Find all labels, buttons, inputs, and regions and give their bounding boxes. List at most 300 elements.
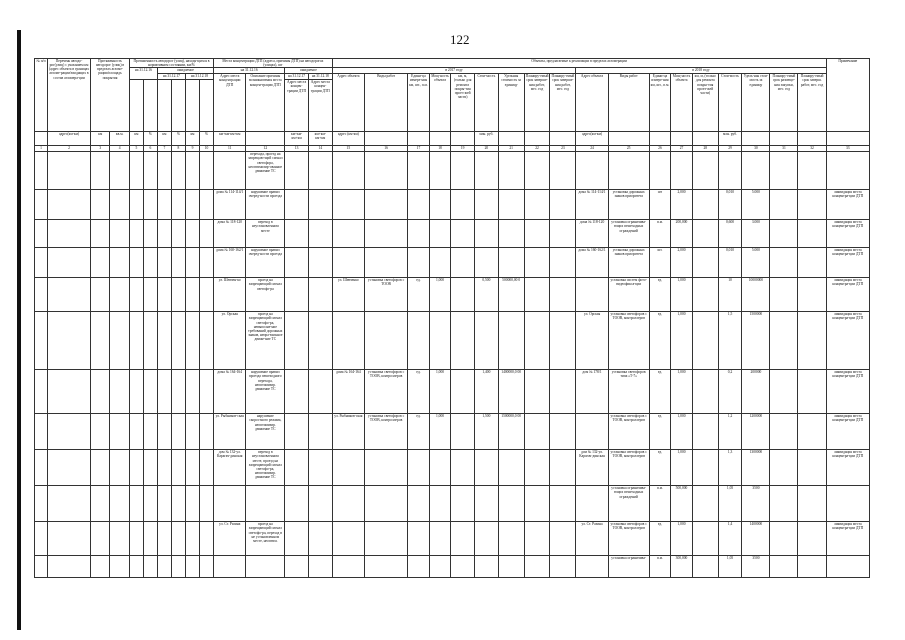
header-cell: Адрес места концентрации ДТП [214, 74, 246, 132]
table-cell [199, 450, 213, 486]
table-cell [498, 152, 524, 190]
table-cell [475, 312, 499, 370]
header-cell: Виды работ [608, 74, 649, 132]
table-cell: 0,2 [718, 370, 742, 414]
table-cell [35, 190, 48, 220]
table-cell [826, 152, 869, 190]
column-number: 33 [826, 146, 869, 152]
table-cell: ликвидация места концентра-ции ДТП [826, 248, 869, 278]
unit-cell [451, 132, 475, 146]
unit-cell [429, 132, 451, 146]
table-cell [171, 278, 185, 312]
table-cell [798, 190, 826, 220]
table-cell: ед. [408, 370, 430, 414]
table-cell: нарушение правил очеред-ности проезда [246, 248, 285, 278]
table-cell [143, 450, 157, 486]
table-cell [285, 522, 309, 556]
table-cell [246, 556, 285, 578]
table-cell [91, 312, 110, 370]
table-cell [185, 312, 199, 370]
unit-cell [742, 132, 770, 146]
table-cell [798, 370, 826, 414]
table-cell: п.м. [649, 220, 671, 248]
table-row [35, 220, 870, 248]
header-cell: Описание причины возникновения места концен-трации ДТП [246, 74, 285, 132]
unit-cell: адрес(км-км) [576, 132, 608, 146]
table-cell [798, 486, 826, 522]
table-row [35, 312, 870, 370]
table-cell: 5.000 [742, 190, 770, 220]
table-cell [171, 522, 185, 556]
table-cell [185, 190, 199, 220]
table-cell: установка дорожных знаков приоритета [608, 248, 649, 278]
table-cell [129, 190, 143, 220]
column-number: 32 [798, 146, 826, 152]
table-cell [332, 486, 364, 522]
table-cell [798, 556, 826, 578]
table-cell [475, 190, 499, 220]
table-cell [451, 522, 475, 556]
table-cell [429, 556, 451, 578]
table-cell [171, 450, 185, 486]
table-cell [576, 414, 608, 450]
unit-cell: адрес (км-км) [332, 132, 364, 146]
unit-cell: кв.м. [110, 132, 129, 146]
table-cell [129, 450, 143, 486]
table-cell [91, 486, 110, 522]
table-cell: дома № 160-162/1 [214, 248, 246, 278]
table-cell [285, 220, 309, 248]
table-cell [451, 220, 475, 248]
document-table [34, 58, 870, 578]
column-number: 27 [671, 146, 693, 152]
table-cell [110, 414, 129, 450]
table-cell: 0,600 [718, 220, 742, 248]
table-cell: установка светофоров с ТООВ, контроллеров [365, 414, 408, 450]
table-cell [35, 450, 48, 486]
table-row [35, 152, 870, 190]
table-cell: 3.000 [742, 220, 770, 248]
header-cell: Адрес места концен-трации ДТП [308, 80, 332, 132]
column-number: 5 [129, 146, 143, 152]
table-cell [157, 414, 171, 450]
table-cell [524, 486, 550, 522]
table-cell [365, 220, 408, 248]
table-cell [47, 522, 90, 556]
table-cell: ликвидация места концентра-ции ДТП [826, 220, 869, 248]
table-cell [110, 522, 129, 556]
table-cell: 1,000 [429, 278, 451, 312]
column-number: 17 [408, 146, 430, 152]
header-cell: Планиру-емый срок размеще-ния закупки, мес. год [770, 74, 798, 132]
table-cell: 1,000 [429, 414, 451, 450]
table-cell [47, 414, 90, 450]
table-cell: 1,4 [718, 522, 742, 556]
table-cell [475, 522, 499, 556]
table-cell: дома № 114-114/1 [576, 190, 608, 220]
table-cell [171, 220, 185, 248]
table-cell [524, 248, 550, 278]
table-cell [129, 312, 143, 370]
table-cell [798, 220, 826, 248]
table-cell [285, 190, 309, 220]
table-cell: 1,05 [718, 556, 742, 578]
table-cell: дома № 160-162/1 [576, 248, 608, 278]
column-number: 28 [692, 146, 718, 152]
table-cell [365, 450, 408, 486]
table-cell [576, 556, 608, 578]
table-cell [550, 220, 576, 248]
table-cell [692, 414, 718, 450]
column-number: 16 [365, 146, 408, 152]
table-cell [550, 370, 576, 414]
header-cell: Адрес объекта [332, 74, 364, 132]
table-cell [524, 414, 550, 450]
header-cell: Планиру-емый срок заверш. работ, мес. год [798, 74, 826, 132]
table-cell [365, 248, 408, 278]
table-cell [770, 486, 798, 522]
table-cell [550, 190, 576, 220]
table-cell [143, 486, 157, 522]
table-cell [91, 556, 110, 578]
table-cell [185, 152, 199, 190]
table-cell: 1,3 [718, 450, 742, 486]
table-cell [798, 414, 826, 450]
table-cell [199, 556, 213, 578]
table-cell: 1,5 [718, 312, 742, 370]
table-cell [408, 152, 430, 190]
table-cell [129, 370, 143, 414]
table-cell [451, 370, 475, 414]
table-cell [671, 152, 693, 190]
table-cell: ед. [649, 312, 671, 370]
column-number: 13 [285, 146, 309, 152]
table-cell [770, 278, 798, 312]
column-number: 10 [199, 146, 213, 152]
table-cell [798, 522, 826, 556]
header-cell: км, м, (только для ремонта покры-тия проез-жей части) [692, 74, 718, 132]
table-cell [91, 370, 110, 414]
table-cell [498, 312, 524, 370]
unit-cell: км+км-км+км [285, 132, 309, 146]
table-cell [451, 414, 475, 450]
table-cell: ул. Орская [576, 312, 608, 370]
table-cell [214, 486, 246, 522]
table-cell [47, 370, 90, 414]
table-cell [770, 370, 798, 414]
table-cell [285, 278, 309, 312]
table-cell [692, 312, 718, 370]
table-cell [214, 152, 246, 190]
table-cell [35, 278, 48, 312]
table-cell [143, 220, 157, 248]
column-number: 24 [576, 146, 608, 152]
table-cell [285, 152, 309, 190]
table-cell [692, 152, 718, 190]
table-cell [110, 190, 129, 220]
table-cell [185, 220, 199, 248]
table-cell [498, 248, 524, 278]
table-cell: ликвидация места концентра-ции ДТП [826, 414, 869, 450]
table-cell: нарушение скоростного режима, неоптимизир. движение ТС [246, 414, 285, 450]
table-cell [285, 486, 309, 522]
header-cell [129, 80, 143, 132]
column-number: 31 [770, 146, 798, 152]
table-cell [408, 450, 430, 486]
table-cell: ул. Рыбников-ская [214, 414, 246, 450]
table-cell [429, 486, 451, 522]
table-cell: ликвидация места концентра-ции ДТП [826, 370, 869, 414]
table-cell [692, 190, 718, 220]
table-cell: 10000000 [742, 278, 770, 312]
header-cell: Примечание [826, 59, 869, 132]
table-cell [550, 522, 576, 556]
table-cell: ед. [649, 450, 671, 486]
table-cell [451, 152, 475, 190]
table-cell: ул. Ст. Разина [576, 522, 608, 556]
table-cell: 1,000 [671, 278, 693, 312]
table-cell [498, 522, 524, 556]
table-cell [550, 450, 576, 486]
table-cell: ул. Шевченко [332, 278, 364, 312]
table-cell [498, 190, 524, 220]
column-number: 23 [550, 146, 576, 152]
table-cell [429, 312, 451, 370]
table-cell: перехода, проезд на запрещаю-щий сигнал светофора, неоптимизир-ованное движение ТС [246, 152, 285, 190]
table-cell: п.м. [649, 486, 671, 522]
table-cell [157, 220, 171, 248]
header-cell: Планиру-емый срок заверше-ния работ, мес. год [550, 74, 576, 132]
table-cell [110, 556, 129, 578]
table-cell [475, 220, 499, 248]
unit-cell [35, 132, 48, 146]
column-number: 25 [608, 146, 649, 152]
table-cell [332, 312, 364, 370]
table-cell [110, 370, 129, 414]
table-cell: установка ограничива-ющих пешеходных ограждений [608, 486, 649, 522]
unit-cell: млн. руб. [475, 132, 499, 146]
table-cell: ед. [408, 414, 430, 450]
table-cell: шт. [649, 248, 671, 278]
table-cell: дом № 178/1 [576, 370, 608, 414]
page-number: 122 [450, 32, 470, 47]
table-cell: 1,000 [429, 370, 451, 414]
table-cell [332, 152, 364, 190]
table-cell: 1,400 [475, 370, 499, 414]
table-cell: 1,000 [671, 414, 693, 450]
table-cell [408, 190, 430, 220]
table-cell [91, 278, 110, 312]
table-cell [285, 414, 309, 450]
unit-cell [798, 132, 826, 146]
table-cell [308, 278, 332, 312]
table-cell [129, 278, 143, 312]
table-cell [110, 450, 129, 486]
column-number: 11 [214, 146, 246, 152]
table-cell [35, 248, 48, 278]
table-cell [129, 522, 143, 556]
table-cell [143, 190, 157, 220]
table-cell: 1400000,0 00 [498, 370, 524, 414]
unit-cell: км [157, 132, 171, 146]
table-cell [770, 152, 798, 190]
table-cell [429, 190, 451, 220]
table-cell [798, 450, 826, 486]
table-cell [798, 312, 826, 370]
table-cell [365, 486, 408, 522]
table-cell [576, 152, 608, 190]
unit-cell: млн. руб. [718, 132, 742, 146]
header-cell [157, 80, 171, 132]
table-cell [408, 486, 430, 522]
table-cell: 500000,00 0 [498, 278, 524, 312]
table-cell: 1,2 [718, 414, 742, 450]
table-cell: дома № 114-114/1 [214, 190, 246, 220]
table-cell [451, 556, 475, 578]
table-cell [35, 312, 48, 370]
table-cell [429, 152, 451, 190]
table-cell [692, 522, 718, 556]
table-cell: установка ограничива- [608, 556, 649, 578]
table-cell [157, 450, 171, 486]
table-cell [332, 248, 364, 278]
header-cell: Адрес объекта [576, 74, 608, 132]
table-cell [692, 486, 718, 522]
table-cell [143, 522, 157, 556]
table-cell [498, 486, 524, 522]
table-cell [129, 486, 143, 522]
table-cell: 1,000 [671, 522, 693, 556]
table-cell [185, 486, 199, 522]
table-cell [91, 152, 110, 190]
table-cell [285, 450, 309, 486]
table-cell [498, 220, 524, 248]
table-cell [524, 190, 550, 220]
table-cell: установка светофоров типа «Т-7» [608, 370, 649, 414]
table-cell [47, 312, 90, 370]
table-cell [332, 220, 364, 248]
table-cell [365, 312, 408, 370]
table-cell [35, 370, 48, 414]
column-number: 1 [35, 146, 48, 152]
unit-cell: км [185, 132, 199, 146]
table-cell [429, 220, 451, 248]
header-cell: Планиру-емый срок заверше-ния работ, мес. год [524, 74, 550, 132]
unit-cell [692, 132, 718, 146]
column-number: 3 [91, 146, 110, 152]
table-cell: ликвидация места концентра-ции ДТП [826, 450, 869, 486]
table-cell: ликвидация места концентра-ции ДТП [826, 190, 869, 220]
table-cell [524, 522, 550, 556]
table-cell [332, 556, 364, 578]
table-cell [143, 556, 157, 578]
header-cell: Удель-ная стои-мость за единицу [742, 74, 770, 132]
table-cell [770, 556, 798, 578]
table-cell: 1,500 [475, 414, 499, 450]
table-cell: 1200000 [742, 414, 770, 450]
header-cell: на 31.12.17 [285, 74, 309, 80]
column-number: 12 [246, 146, 285, 152]
table-cell [91, 190, 110, 220]
table-row [35, 522, 870, 556]
column-number: 8 [171, 146, 185, 152]
table-cell: дом № 132-ул. Карагач-динская [576, 450, 608, 486]
table-cell: переход в неустановленном месте [246, 220, 285, 248]
table-cell [110, 220, 129, 248]
table-cell [157, 190, 171, 220]
table-cell [285, 248, 309, 278]
table-cell: ул. Рыбников-ская [332, 414, 364, 450]
table-cell [308, 414, 332, 450]
header-cell: № п/п [35, 59, 48, 132]
table-cell: ликвидация места концентра-ции ДТП [826, 312, 869, 370]
table-cell: проезд на запрещающий сигнал светофо-ра, невыполне-ние требований дорожных знаков, непра-вильное движе-ние ТС [246, 312, 285, 370]
table-cell [35, 414, 48, 450]
table-cell [157, 486, 171, 522]
table-cell: ед. [649, 370, 671, 414]
table-cell [365, 522, 408, 556]
column-number: 21 [498, 146, 524, 152]
table-cell [550, 278, 576, 312]
table-cell: дома № 118-120 [576, 220, 608, 248]
unit-cell: % [199, 132, 213, 146]
table-cell [199, 248, 213, 278]
table-cell [308, 370, 332, 414]
table-cell: 0,010 [718, 190, 742, 220]
table-row [35, 370, 870, 414]
table-body [35, 152, 870, 578]
table-cell [199, 370, 213, 414]
unit-cell [408, 132, 430, 146]
table-cell: 200,000 [671, 220, 693, 248]
table-cell [185, 556, 199, 578]
table-cell [798, 152, 826, 190]
header-cell: Едини-ца измере-ния км, шт., п.м. [649, 74, 671, 132]
table-cell [608, 152, 649, 190]
header-cell: Места концентрации ДТП (адреса, причины ДТП) на автодорогах (улицах), шт [214, 59, 333, 68]
table-row [35, 450, 870, 486]
header-cell: на 31.12.16 [214, 68, 285, 74]
table-cell: установка светофоров с ТООВ, контроллеров [608, 312, 649, 370]
table-cell: нарушение правил проезда пешеходного перехода, неоптимизир. движение ТС [246, 370, 285, 414]
table-cell [308, 190, 332, 220]
table-cell [199, 152, 213, 190]
table-header [35, 59, 870, 152]
column-number: 2 [47, 146, 90, 152]
table-cell [550, 152, 576, 190]
table-cell [199, 312, 213, 370]
column-number: 14 [308, 146, 332, 152]
table-cell: ед. [649, 278, 671, 312]
table-cell [451, 450, 475, 486]
table-row [35, 414, 870, 450]
column-number: 19 [451, 146, 475, 152]
table-cell [550, 486, 576, 522]
header-cell: на 31.12.18 [308, 74, 332, 80]
table-cell [91, 450, 110, 486]
binder-edge [17, 30, 21, 630]
unit-cell [246, 132, 285, 146]
header-cell: ожидаемое [285, 68, 332, 74]
table-cell [157, 152, 171, 190]
header-cell: Протяженность автодорог (улиц) в пределах агломе-рации/площадь покрытия [91, 59, 130, 132]
table-cell [91, 220, 110, 248]
column-number: 18 [429, 146, 451, 152]
table-cell [171, 486, 185, 522]
table-cell [429, 522, 451, 556]
table-cell [47, 278, 90, 312]
header-cell: в 2017 году [332, 68, 576, 74]
